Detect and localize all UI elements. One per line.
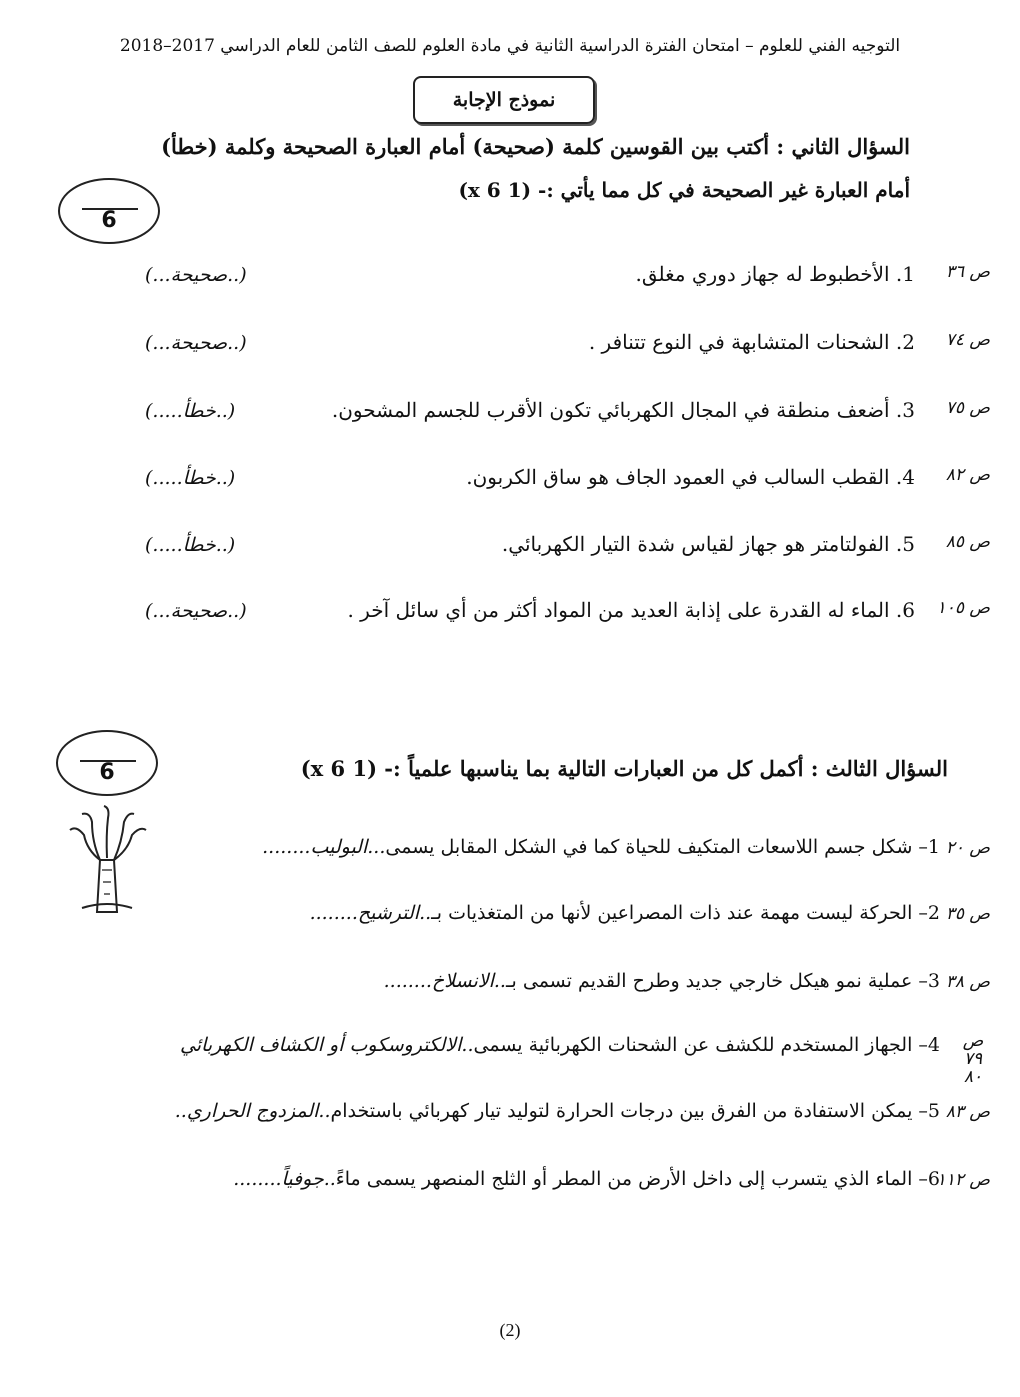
q2-item-1-answer: (..صحيحة...) (145, 264, 247, 286)
q3-item-1 (262, 836, 940, 858)
q3-item-5-text: 5– يمكن الاستفادة من الفرق بين درجات الحرارة لتوليد تيار كهربائي باستخدام (330, 1100, 940, 1122)
q3-title: السؤال الثالث : أكمل كل من العبارات التالية بما يناسبها علمياً :- (1 x 6) (300, 756, 948, 781)
q3-item-2-ref: ص ٣٥ (945, 904, 990, 924)
q3-item-2 (310, 902, 940, 924)
model-answer-label: نموذج الإجابة (452, 89, 556, 111)
q2-score: 6 (101, 208, 117, 233)
q2-item-2-text: 2. الشحنات المتشابهة في النوع تتنافر . (588, 330, 915, 354)
q2-item-4-answer: (..خطأ.....) (145, 467, 236, 489)
q3-score-circle (56, 730, 158, 796)
q3-item-6-text: 6– الماء الذي يتسرب إلى داخل الأرض من المطر أو الثلج المنصهر يسمى ماءً (335, 1168, 940, 1190)
q2-item-6-answer: (..صحيحة...) (145, 600, 247, 622)
q2-item-5-ref: ص ٨٥ (945, 532, 990, 552)
q3-item-1-ref: ص ٢٠ (945, 838, 990, 858)
q3-item-5-ref: ص ٨٣ (945, 1102, 990, 1122)
q2-item-2-answer: (..صحيحة...) (145, 332, 247, 354)
q3-item-6-answer: ..جوفياً........ (233, 1168, 336, 1190)
q3-item-6-ref: ص ١١٢ (936, 1170, 990, 1190)
polyp-sketch-icon (62, 800, 152, 918)
model-answer-box (413, 76, 595, 124)
q2-item-1-ref: ص ٣٦ (945, 262, 990, 282)
q2-item-4-ref: ص ٨٢ (945, 465, 990, 485)
q2-item-1-text: 1. الأخطبوط له جهاز دوري مغلق. (635, 262, 915, 286)
q3-item-5-answer: ..المزدوج الحراري.. (174, 1100, 331, 1122)
q2-item-3-ref: ص ٧٥ (945, 398, 990, 418)
q2-item-4-text: 4. القطب السالب في العمود الجاف هو ساق الكربون. (466, 465, 915, 489)
q3-item-5 (175, 1100, 940, 1122)
q2-item-3-text: 3. أضعف منطقة في المجال الكهربائي تكون الأقرب للجسم المشحون. (331, 398, 915, 422)
q3-item-2-answer: ..الترشيح........ (309, 902, 432, 924)
q2-item-5-answer: (..خطأ.....) (145, 534, 236, 556)
q2-item-2-ref: ص ٧٤ (945, 330, 990, 350)
q3-item-4-answer: ..الالكتروسكوب أو الكشاف الكهربائي (179, 1034, 474, 1056)
q3-item-3-ref: ص ٣٨ (945, 972, 990, 992)
q3-item-4-ref: ص ٧٩ ٨٠ (962, 1031, 984, 1087)
q3-item-4 (180, 1034, 940, 1056)
q2-item-6-text: 6. الماء له القدرة على إذابة العديد من المواد أكثر من أي سائل آخر . (347, 598, 915, 622)
q2-item-3-answer: (..خطأ.....) (145, 400, 236, 422)
q2-item-6-ref: ص ١٠٥ (936, 598, 990, 618)
q3-score: 6 (99, 760, 115, 785)
q3-item-1-answer: ...البوليب........ (262, 836, 386, 858)
q2-score-circle (58, 178, 160, 244)
q2-title-line1: السؤال الثاني : أكتب بين القوسين كلمة (صحيحة) أمام العبارة الصحيحة وكلمة (خطأ) (161, 134, 910, 159)
q2-title-line2: أمام العبارة غير الصحيحة في كل مما يأتي :- (1 x 6) (458, 178, 910, 202)
q3-item-4-text: 4– الجهاز المستخدم للكشف عن الشحنات الكهربائية يسمى (473, 1034, 940, 1056)
q3-item-3 (384, 970, 940, 992)
q3-item-1-text: 1– شكل جسم اللاسعات المتكيف للحياة كما في الشكل المقابل يسمى (385, 836, 940, 858)
q3-item-6 (233, 1168, 940, 1190)
q3-item-3-text: 3– عملية نمو هيكل خارجي جديد وطرح القديم تسمى بـ (505, 970, 940, 992)
page-number: (2) (499, 1320, 521, 1340)
q2-item-5-text: 5. الفولتامتر هو جهاز لقياس شدة التيار الكهربائي. (501, 532, 915, 556)
q3-item-3-answer: ..الانسلاخ........ (383, 970, 506, 992)
q3-item-2-text: 2– الحركة ليست مهمة عند ذات المصراعين لأنها من المتغذيات بـ (431, 902, 940, 924)
exam-header: التوجيه الفني للعلوم – امتحان الفترة الدراسية الثانية في مادة العلوم للصف الثامن للعام الدراسي 2017–2018 (119, 36, 901, 56)
